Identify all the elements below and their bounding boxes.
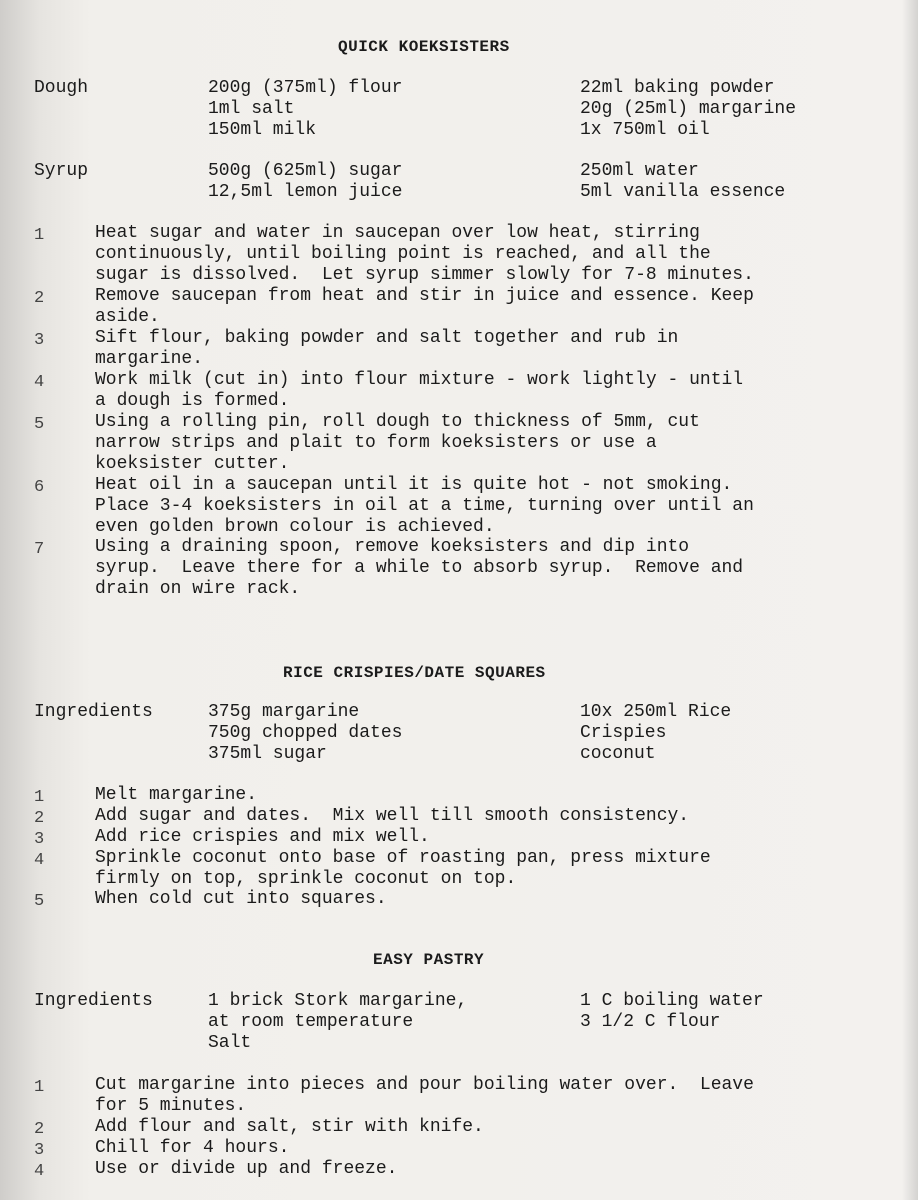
step-line: syrup. Leave there for a while to absorb syrup. Remove and	[95, 558, 744, 578]
ingredient: Crispies	[580, 723, 667, 743]
dough-label: Dough	[34, 78, 89, 98]
rice-ingredients-label: Ingredients	[34, 702, 153, 722]
ingredient: 1 brick Stork margarine,	[208, 991, 468, 1011]
step-line: Add flour and salt, stir with knife.	[95, 1117, 484, 1137]
easy-pastry-title: EASY PASTRY	[373, 951, 485, 969]
pastry-ingredients-label: Ingredients	[34, 991, 153, 1011]
step-number: 1	[34, 1078, 45, 1097]
step-number: 2	[34, 809, 45, 828]
step-line: aside.	[95, 307, 160, 327]
step-line: Chill for 4 hours.	[95, 1138, 290, 1158]
ingredient: 200g (375ml) flour	[208, 78, 403, 98]
step-line: Sprinkle coconut onto base of roasting pan, press mixture	[95, 848, 711, 868]
step-line: Cut margarine into pieces and pour boiling water over. Leave	[95, 1075, 754, 1095]
step-line: Melt margarine.	[95, 785, 258, 805]
step-number: 4	[34, 373, 45, 392]
step-line: firmly on top, sprinkle coconut on top.	[95, 869, 517, 889]
ingredient: 10x 250ml Rice	[580, 702, 732, 722]
ingredient: 3 1/2 C flour	[580, 1012, 721, 1032]
page-edge-shadow	[902, 0, 918, 1200]
step-line: Using a rolling pin, roll dough to thickness of 5mm, cut	[95, 412, 700, 432]
ingredient: coconut	[580, 744, 656, 764]
step-number: 5	[34, 415, 45, 434]
ingredient: 150ml milk	[208, 120, 317, 140]
ingredient: 20g (25ml) margarine	[580, 99, 797, 119]
ingredient: 375ml sugar	[208, 744, 327, 764]
ingredient: 12,5ml lemon juice	[208, 182, 403, 202]
step-number: 3	[34, 331, 45, 350]
step-number: 2	[34, 289, 45, 308]
ingredient: 250ml water	[580, 161, 699, 181]
step-line: Place 3-4 koeksisters in oil at a time, turning over until an	[95, 496, 754, 516]
step-line: When cold cut into squares.	[95, 889, 387, 909]
step-line: Add sugar and dates. Mix well till smooth consistency.	[95, 806, 690, 826]
rice-crispies-title: RICE CRISPIES/DATE SQUARES	[283, 664, 546, 682]
step-line: Heat oil in a saucepan until it is quite hot - not smoking.	[95, 475, 733, 495]
step-line: koeksister cutter.	[95, 454, 290, 474]
step-number: 7	[34, 540, 45, 559]
step-number: 6	[34, 478, 45, 497]
syrup-label: Syrup	[34, 161, 89, 181]
step-number: 4	[34, 851, 45, 870]
step-line: Using a draining spoon, remove koeksisters and dip into	[95, 537, 690, 557]
step-line: sugar is dissolved. Let syrup simmer slowly for 7-8 minutes.	[95, 265, 754, 285]
step-line: Sift flour, baking powder and salt together and rub in	[95, 328, 679, 348]
step-line: for 5 minutes.	[95, 1096, 247, 1116]
step-line: a dough is formed.	[95, 391, 290, 411]
ingredient: 5ml vanilla essence	[580, 182, 786, 202]
ingredient: 750g chopped dates	[208, 723, 403, 743]
step-line: Heat sugar and water in saucepan over low heat, stirring	[95, 223, 700, 243]
ingredient: 500g (625ml) sugar	[208, 161, 403, 181]
step-number: 4	[34, 1162, 45, 1181]
ingredient: Salt	[208, 1033, 252, 1053]
step-number: 1	[34, 226, 45, 245]
step-number: 3	[34, 830, 45, 849]
ingredient: 22ml baking powder	[580, 78, 775, 98]
step-number: 5	[34, 892, 45, 911]
step-line: even golden brown colour is achieved.	[95, 517, 495, 537]
ingredient: 1x 750ml oil	[580, 120, 710, 140]
ingredient: 1ml salt	[208, 99, 295, 119]
step-number: 2	[34, 1120, 45, 1139]
step-line: margarine.	[95, 349, 204, 369]
step-line: continuously, until boiling point is reached, and all the	[95, 244, 711, 264]
step-line: drain on wire rack.	[95, 579, 301, 599]
koeksisters-title: QUICK KOEKSISTERS	[338, 38, 510, 56]
ingredient: 1 C boiling water	[580, 991, 764, 1011]
step-line: Remove saucepan from heat and stir in juice and essence. Keep	[95, 286, 754, 306]
ingredient: at room temperature	[208, 1012, 414, 1032]
step-line: Add rice crispies and mix well.	[95, 827, 430, 847]
step-number: 3	[34, 1141, 45, 1160]
ingredient: 375g margarine	[208, 702, 360, 722]
step-line: narrow strips and plait to form koeksisters or use a	[95, 433, 657, 453]
step-line: Work milk (cut in) into flour mixture - work lightly - until	[95, 370, 744, 390]
step-line: Use or divide up and freeze.	[95, 1159, 398, 1179]
step-number: 1	[34, 788, 45, 807]
